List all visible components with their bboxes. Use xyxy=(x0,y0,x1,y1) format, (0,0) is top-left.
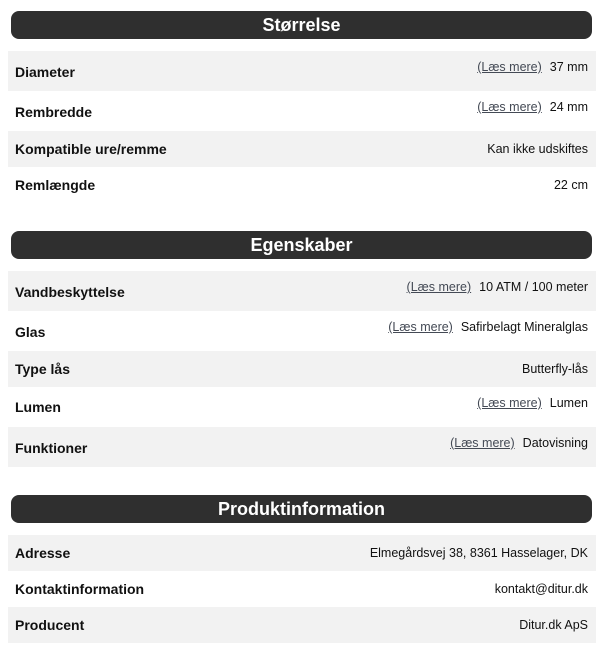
spec-value: 24 mm xyxy=(549,100,588,114)
spec-label: Kontaktinformation xyxy=(15,581,145,597)
spec-value: Elmegårdsvej 38, 8361 Hasselager, DK xyxy=(369,546,588,560)
spec-row-strap-length xyxy=(8,167,596,203)
spec-value: kontakt@ditur.dk xyxy=(494,582,588,596)
spec-row-glass xyxy=(8,311,596,351)
spec-label: Vandbeskyttelse xyxy=(15,284,125,300)
spec-row-contact xyxy=(8,571,596,607)
spec-label: Glas xyxy=(15,324,46,340)
spec-row-functions xyxy=(8,427,596,467)
spec-value: 22 cm xyxy=(553,178,588,192)
spec-label: Adresse xyxy=(15,545,71,561)
spec-value: Kan ikke udskiftes xyxy=(487,142,588,156)
spec-value-group xyxy=(477,51,588,74)
spec-row-compatible xyxy=(8,131,596,167)
spec-label: Remlængde xyxy=(15,177,96,193)
spec-row-lumen xyxy=(8,387,596,427)
spec-row-clasp-type xyxy=(8,351,596,387)
read-more-link[interactable]: (Læs mere) xyxy=(406,280,472,294)
spec-value: Datovisning xyxy=(522,436,588,450)
spec-label: Lumen xyxy=(15,399,61,415)
spec-value-group xyxy=(477,91,588,114)
read-more-link[interactable]: (Læs mere) xyxy=(477,100,542,114)
spec-value-group xyxy=(477,387,588,410)
spec-row-water-resistance xyxy=(8,271,596,311)
read-more-link[interactable]: (Læs mere) xyxy=(388,320,453,334)
spec-label: Funktioner xyxy=(15,440,88,456)
spec-value: Lumen xyxy=(549,396,588,410)
spec-label: Kompatible ure/remme xyxy=(15,141,167,157)
read-more-link[interactable]: (Læs mere) xyxy=(477,60,542,74)
spec-row-diameter xyxy=(8,51,596,91)
spec-value-group xyxy=(388,311,588,334)
spec-label: Diameter xyxy=(15,64,75,80)
read-more-link[interactable]: (Læs mere) xyxy=(477,396,542,410)
spec-label: Type lås xyxy=(15,361,70,377)
read-more-link[interactable]: (Læs mere) xyxy=(450,436,515,450)
section-title: Egenskaber xyxy=(11,231,592,259)
spec-value: 37 mm xyxy=(549,60,588,74)
spec-row-strap-width xyxy=(8,91,596,131)
spec-value: Butterfly-lås xyxy=(522,362,588,376)
spec-value: 10 ATM / 100 meter xyxy=(479,280,588,294)
spec-value: Ditur.dk ApS xyxy=(519,618,588,632)
spec-value-group xyxy=(407,271,588,294)
spec-row-producer xyxy=(8,607,596,643)
spec-row-address xyxy=(8,535,596,571)
spec-label: Rembredde xyxy=(15,104,93,120)
section-title: Produktinformation xyxy=(11,495,592,523)
spec-label: Producent xyxy=(15,617,85,633)
spec-value: Safirbelagt Mineralglas xyxy=(460,320,588,334)
section-title: Størrelse xyxy=(11,11,592,39)
spec-value-group xyxy=(450,427,588,450)
